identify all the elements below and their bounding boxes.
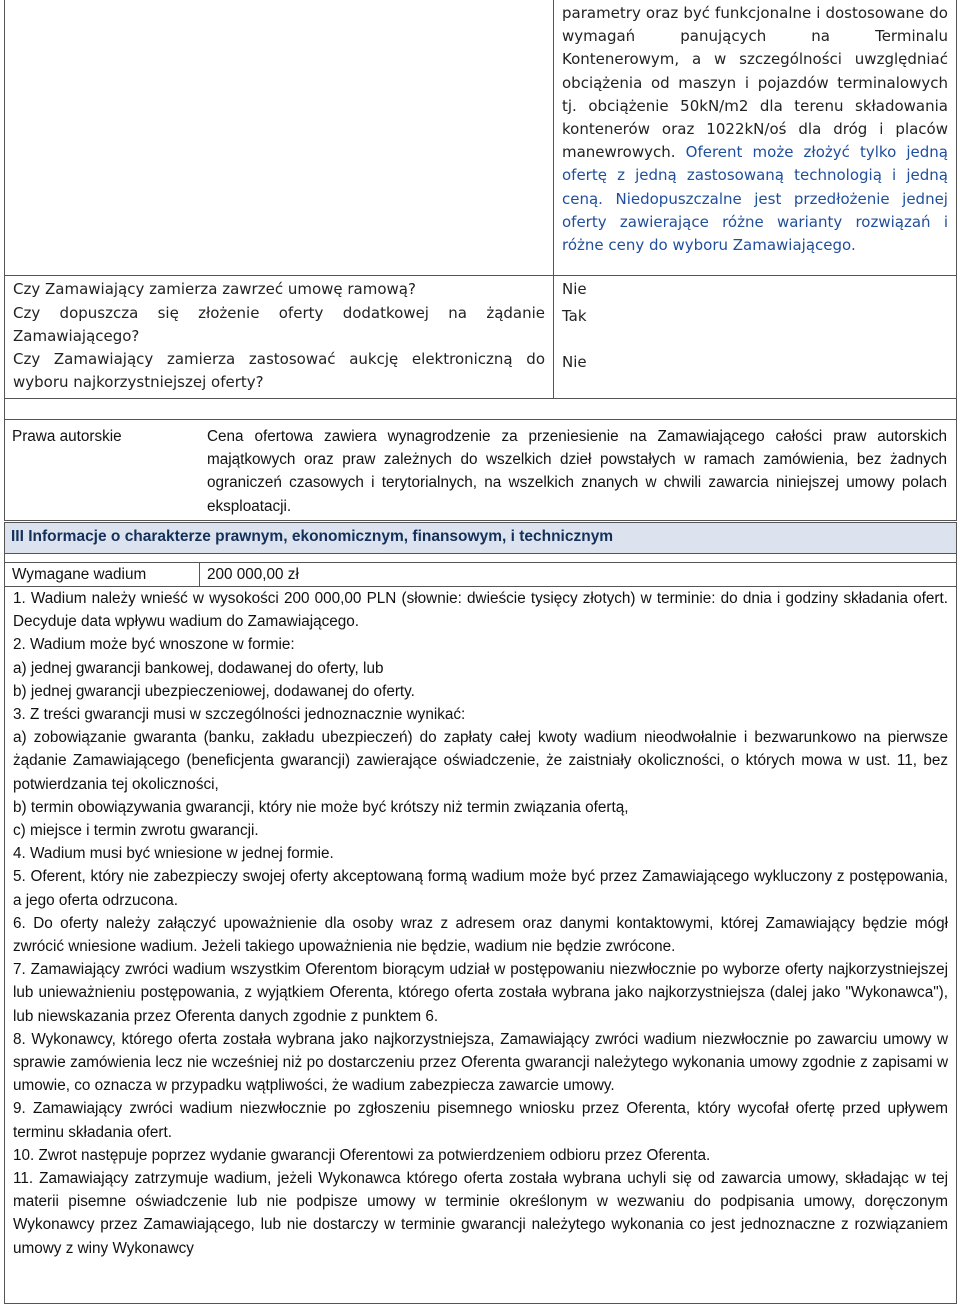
copyright-label: Prawa autorskie: [12, 428, 122, 445]
questions-right-cell: [553, 275, 957, 399]
spec-text: parametry oraz być funkcjonalne i dostosowane do wymagań panujących na Terminalu Kontenerowym, a w szczególności uwzględniać obciążenia od maszyn i pojazdów terminalowych tj. obciążenie 50kN/m2 dla terenu składowania kontenerów oraz 1022kN/oś dla dróg i placów manewrowych.: [562, 4, 948, 162]
top-left-empty-cell: [4, 0, 554, 276]
paragraph-8: 8. Wykonawcy, którego oferta została wybrana jako najkorzystniejsza, Zamawiający zwróci wadium niezwłocznie po zawarciu umowy w sprawie zamówienia lecz nie wcześniej niż po dostarczeniu przez Oferenta gwarancji należytego wykonania umowy zgodnie z zapisami w umowie, co oznacza w przypadku wątpliwości, że wadium zabezpiecza zawarcie umowy.: [13, 1030, 948, 1095]
paragraph-2: 2. Wadium może być wnoszone w formie:: [13, 636, 295, 654]
paragraph-5: 5. Oferent, który nie zabezpieczy swojej oferty akceptowaną formą wadium może być przez Zamawiającego wykluczony z postępowania, a jego oferta odrzucona.: [13, 868, 948, 909]
paragraph-3a: a) zobowiązanie gwaranta (banku, zakładu ubezpieczeń) do zapłaty całej kwoty wadium nieodwołalnie i bezwarunkowo na pierwsze żądanie Zamawiającego (beneficjenta gwarancji) zawierające oświadczenie, że zaistniały okoliczności, o których mowa w ust. 11, bez potwierdzania tej okoliczności,: [13, 729, 948, 793]
continued-spec-text: [562, 2, 948, 257]
answer-2: Tak: [562, 307, 587, 325]
paragraph-7: 7. Zamawiający zwróci wadium wszystkim Oferentom biorącym udział w postępowaniu niezwłocznie po wyborze oferty najkorzystniejszej lub unieważnieniu postępowania, z wyjątkiem Oferenta, którego oferta została wybrana jako najkorzystniejsza (dalej jako "Wykonawca"), lub niewskazania przez Oferenta danych zgodnie z punktem 6.: [13, 961, 948, 1025]
spacer-row: [4, 398, 957, 420]
wadium-conditions: [13, 587, 948, 1260]
answer-3: Nie: [562, 353, 587, 371]
wadium-label: Wymagane wadium: [12, 566, 147, 583]
paragraph-1: 1. Wadium należy wnieść w wysokości 200 000,00 PLN (słownie: dwieście tysięcy złotych) w terminie: do dnia i godziny składania ofert. Decyduje data wpływu wadium do Zamawiającego.: [13, 590, 948, 631]
question-3: Czy Zamawiający zamierza zastosować aukcję elektroniczną do wyboru najkorzystniejszej oferty?: [13, 350, 545, 392]
question-1: Czy Zamawiający zamierza zawrzeć umowę ramową?: [13, 280, 416, 298]
top-right-cell: [553, 0, 957, 276]
paragraph-6: 6. Do oferty należy załączyć upoważnienie dla osoby wraz z adresem oraz danymi kontaktowymi, której Zamawiający będzie mógł zwrócić wniesione wadium. Jeżeli takiego upoważnienia nie będzie, wadium nie będzie zwrócone.: [13, 914, 948, 956]
paragraph-3: 3. Z treści gwarancji musi w szczególności jednoznacznie wynikać:: [13, 706, 466, 724]
answer-1: Nie: [562, 280, 587, 298]
wadium-value-cell: [199, 562, 957, 587]
question-2: Czy dopuszcza się złożenie oferty dodatkowej na żądanie Zamawiającego?: [13, 304, 545, 346]
paragraph-3b: b) termin obowiązywania gwarancji, który nie może być krótszy niż termin związania ofertą,: [13, 798, 629, 816]
oferent-note: Oferent może złożyć tylko jedną ofertę z jedną zastosowaną technologią i jedną ceną.: [562, 143, 948, 208]
paragraph-2a: a) jednej gwarancji bankowej, dodawanej do oferty, lub: [13, 659, 384, 677]
paragraph-3c: c) miejsce i termin zwrotu gwarancji.: [13, 822, 259, 840]
variants-note: Niedopuszczalne jest przedłożenie jednej oferty zawierające różne warianty rozwiązań i różne ceny do wyboru Zamawiającego.: [562, 189, 948, 255]
paragraph-9: 9. Zamawiający zwróci wadium niezwłocznie po zgłoszeniu pisemnego wniosku przez Oferenta, który wycofał ofertę przed upływem terminu składania ofert.: [13, 1100, 948, 1141]
copyright-text: Cena ofertowa zawiera wynagrodzenie za przeniesienie na Zamawiającego całości praw autorskich majątkowych oraz praw zależnych do wszelkich dzieł powstałych w ramach zamówienia, bez żadnych ograniczeń czasowych i terytorialnych, na wszelkich znanych w chwili zawarcia niniejszej umowy polach eksploatacji.: [207, 428, 947, 515]
paragraph-2b: b) jednej gwarancji ubezpieczeniowej, dodawanej do oferty.: [13, 682, 415, 700]
paragraph-11: 11. Zamawiający zatrzymuje wadium, jeżeli Wykonawca którego oferta została wybrana uchyli się od zawarcia umowy, składając w tej materii pisemne oświadczenie lub nie podpisze umowy w terminie określonym w wezwaniu do podpisania umowy, doręczonym Wykonawcy przez Zamawiającego, lub nie dostarczy w terminie gwarancji należytego wykonania co jest jednoznaczne z rozwiązaniem umowy z winy Wykonawcy: [13, 1170, 948, 1257]
questions-left-cell: [4, 275, 554, 399]
wadium-conditions-cell: [4, 586, 957, 1304]
paragraph-4: 4. Wadium musi być wniesione w jednej formie.: [13, 845, 334, 863]
section-heading: III Informacje o charakterze prawnym, ekonomicznym, finansowym, i technicznym: [4, 522, 957, 554]
wadium-value: 200 000,00 zł: [207, 566, 299, 583]
paragraph-10: 10. Zwrot następuje poprzez wydanie gwarancji Oferentowi za potwierdzeniem odbioru przez Oferenta.: [13, 1146, 711, 1164]
